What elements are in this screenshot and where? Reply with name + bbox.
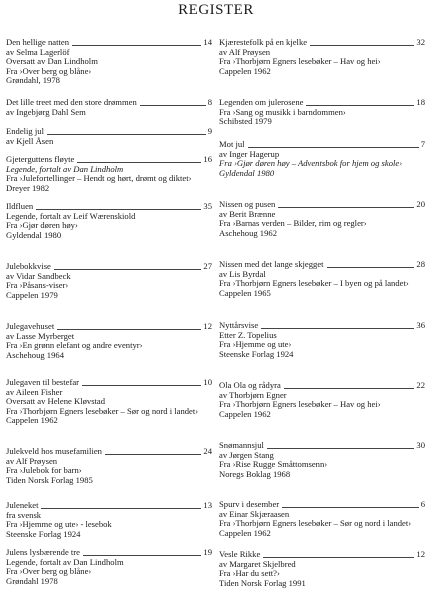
entry-detail-line: Fra ›Julefortellinger – Hendt og hørt, drømt og diktet› [6, 173, 192, 184]
entry-title: Julens lysbærende tre [6, 547, 80, 557]
dot-leader [310, 45, 414, 46]
entry-detail-line: Fra ›Har du sett?› [219, 568, 280, 579]
entry-title: Julegavehuset [6, 321, 55, 331]
entry-title: Nissen med det lange skjegget [219, 259, 324, 269]
entry-title: Legenden om julerosene [219, 97, 304, 107]
index-entry [219, 321, 425, 359]
dot-leader [72, 45, 201, 46]
entry-detail-line: Cappelen 1962 [219, 65, 271, 76]
page-number: 10 [203, 377, 212, 387]
entry-detail-line: Fra ›Hjemme og ute› - lesebok [6, 519, 112, 530]
entry-detail-line: Gyldendal 1980 [6, 229, 62, 240]
index-entry [6, 378, 212, 426]
entry-detail-line: Fra ›Thorbjørn Egners lesebøker – Hav og hei› [219, 399, 381, 410]
page-number: 20 [416, 199, 425, 209]
entry-detail-line: Legende, fortalt av Dan Lindholm [6, 556, 124, 567]
entry-title: Julekveld hos musefamilien [6, 446, 102, 456]
dot-leader [248, 147, 419, 148]
entry-title: Kjærestefolk på en kjelke [219, 37, 308, 47]
entry-title: Endelig jul [6, 126, 44, 136]
entry-title: Gjeterguttens fløyte [6, 154, 75, 164]
index-entry [6, 501, 212, 539]
entry-detail-line: Fra ›Sang og musikk i barndommen› [219, 106, 346, 117]
page-number: 6 [420, 499, 425, 509]
entry-detail-line: av Lasse Myrberget [6, 330, 75, 341]
page-number: 14 [203, 37, 212, 47]
index-entry [219, 200, 425, 238]
index-entry [219, 260, 425, 298]
entry-title: Julegaven til bestefar [6, 377, 80, 387]
dot-leader [83, 555, 201, 556]
index-entry [6, 322, 212, 360]
index-entry [219, 500, 425, 538]
entry-detail-line: av Kjell Åsen [6, 135, 54, 146]
page-number: 35 [203, 201, 212, 211]
entry-detail-line: Fra ›Barnas verden – Bilder, rim og regler› [219, 218, 367, 229]
page-number: 12 [416, 549, 425, 559]
entry-title: Den hellige natten [6, 37, 69, 47]
index-entry [6, 155, 212, 193]
page-number: 12 [203, 321, 212, 331]
entry-title: Det lille treet med den store drømmen [6, 97, 137, 107]
entry-title: Juleneket [6, 500, 39, 510]
dot-leader [261, 328, 414, 329]
dot-leader [105, 454, 201, 455]
entry-detail-line: Oversatt av Dan Lindholm [6, 56, 98, 67]
page-number: 36 [416, 320, 425, 330]
entry-detail-line: av Vidar Sandbeck [6, 270, 71, 281]
entry-detail-line: Cappelen 1962 [219, 408, 271, 419]
entry-detail-line: Fra ›Thorbjørn Egners lesebøker – Hav og hei› [219, 56, 381, 67]
entry-detail-line: av Thorbjørn Egner [219, 389, 287, 400]
entry-detail-line: Fra ›Thorbjørn Egners lesebøker – Sør og nord i landet› [6, 405, 199, 416]
entry-detail-line: Aschehoug 1962 [219, 227, 277, 238]
entry-detail-line: Oversatt av Helene Kløvstad [6, 396, 106, 407]
entry-detail-line: av Berit Brænne [219, 208, 276, 219]
dot-leader [267, 448, 415, 449]
dot-leader [82, 385, 201, 386]
index-entry [6, 447, 212, 485]
entry-detail-line: Cappelen 1979 [6, 289, 58, 300]
entry-detail-line: Schibsted 1979 [219, 116, 272, 127]
entry-detail-line: fra svensk [6, 509, 42, 520]
page-number: 32 [416, 37, 425, 47]
entry-detail-line: av Alf Prøysen [219, 46, 271, 57]
index-entry [219, 98, 425, 127]
page-number: 24 [203, 446, 212, 456]
entry-detail-line: Fra ›En grønn elefant og andre eventyr› [6, 340, 143, 351]
dot-leader [47, 134, 206, 135]
index-entry [219, 441, 425, 479]
page-number: 7 [420, 139, 425, 149]
entry-detail-line: Cappelen 1965 [219, 287, 271, 298]
entry-detail-line: Dreyer 1982 [6, 182, 50, 193]
entry-detail-line: Cappelen 1962 [6, 415, 58, 426]
dot-leader [306, 105, 414, 106]
page-number: 9 [207, 126, 212, 136]
entry-detail-line: av Margaret Skjelbred [219, 558, 296, 569]
page-number: 27 [203, 261, 212, 271]
entry-title: Ola Ola og rådyra [219, 380, 281, 390]
page-number: 30 [416, 440, 425, 450]
index-entry [6, 38, 212, 86]
entry-title: Snømannsjul [219, 440, 264, 450]
index-entry [219, 550, 425, 588]
index-entry [6, 98, 212, 117]
entry-detail-line: Steenske Forlag 1924 [6, 528, 81, 539]
entry-detail-line: Fra ›Gjør døren høy – Adventsbok for hjem og skole› [219, 158, 403, 169]
entry-detail-line: Fra ›Rise Rugge Småttomsenn› [219, 459, 328, 470]
dot-leader [36, 209, 201, 210]
entry-title: Nissen og pusen [219, 199, 276, 209]
entry-title: Ildfluen [6, 201, 34, 211]
entry-detail-line: Noregs Boklag 1968 [219, 468, 291, 479]
page-number: 13 [203, 500, 212, 510]
entry-detail-line: Tiden Norsk Forlag 1991 [219, 577, 306, 588]
entry-detail-line: Fra ›Julebok for barn› [6, 465, 82, 476]
dot-leader [278, 207, 414, 208]
entry-detail-line: Fra ›Hjemme og ute› [219, 339, 292, 350]
index-entry [6, 262, 212, 300]
entry-title: Mot jul [219, 139, 245, 149]
dot-leader [77, 162, 201, 163]
entry-detail-line: Grøndahl 1978 [6, 575, 58, 586]
entry-detail-line: av Lis Byrdal [219, 268, 266, 279]
dot-leader [140, 105, 206, 106]
entry-detail-line: av Alf Prøysen [6, 455, 58, 466]
entry-detail-line: av Aileen Fisher [6, 386, 63, 397]
entry-detail-line: Legende, fortalt av Leif Wærenskiold [6, 210, 136, 221]
entry-detail-line: av Jørgen Stang [219, 449, 274, 460]
page-number: 22 [416, 380, 425, 390]
entry-detail-line: Etter Z. Topelius [219, 329, 277, 340]
entry-detail-line: av Selma Lagerlöf [6, 46, 70, 57]
entry-detail-line: Fra ›Over berg og blåne› [6, 65, 92, 76]
entry-detail-line: Steenske Forlag 1924 [219, 348, 294, 359]
entry-detail-line: Fra ›Påsans-viser› [6, 280, 69, 291]
entry-detail-line: Fra ›Over berg og blåne› [6, 566, 92, 577]
index-entry [219, 140, 425, 178]
entry-detail-line: Fra ›Thorbjørn Egners lesebøker – I byen og på landet› [219, 278, 409, 289]
page-number: 16 [203, 154, 212, 164]
entry-detail-line: Aschehoug 1964 [6, 349, 64, 360]
dot-leader [54, 269, 202, 270]
dot-leader [263, 557, 414, 558]
dot-leader [282, 507, 419, 508]
index-entry [6, 548, 212, 586]
entry-detail-line: Legende, fortalt av Dan Lindholm [6, 163, 124, 174]
entry-detail-line: Cappelen 1962 [219, 527, 271, 538]
page-number: 28 [416, 259, 425, 269]
index-entry [6, 202, 212, 240]
entry-detail-line: Fra ›Gjør døren høy› [6, 220, 78, 231]
page-title: REGISTER [178, 2, 254, 18]
page-number: 18 [416, 97, 425, 107]
index-entry [6, 127, 212, 146]
entry-detail-line: Fra ›Thorbjørn Egners lesebøker – Sør og nord i landet› [219, 518, 412, 529]
index-entry [219, 38, 425, 76]
index-entry [219, 381, 425, 419]
entry-detail-line: Grøndahl, 1978 [6, 75, 60, 86]
entry-detail-line: av Ingebjørg Dahl Sem [6, 106, 86, 117]
entry-detail-line: av Einar Skjæraasen [219, 508, 290, 519]
entry-title: Spurv i desember [219, 499, 280, 509]
entry-detail-line: av Inger Hagerup [219, 148, 280, 159]
dot-leader [284, 388, 415, 389]
dot-leader [57, 329, 201, 330]
entry-detail-line: Gyldendal 1980 [219, 167, 275, 178]
dot-leader [327, 267, 415, 268]
entry-detail-line: Tiden Norsk Forlag 1985 [6, 474, 93, 485]
entry-title: Julebokkvise [6, 261, 51, 271]
page-number: 8 [207, 97, 212, 107]
dot-leader [41, 508, 201, 509]
entry-title: Nyttårsvise [219, 320, 259, 330]
page-number: 19 [203, 547, 212, 557]
entry-title: Vesle Rikke [219, 549, 261, 559]
